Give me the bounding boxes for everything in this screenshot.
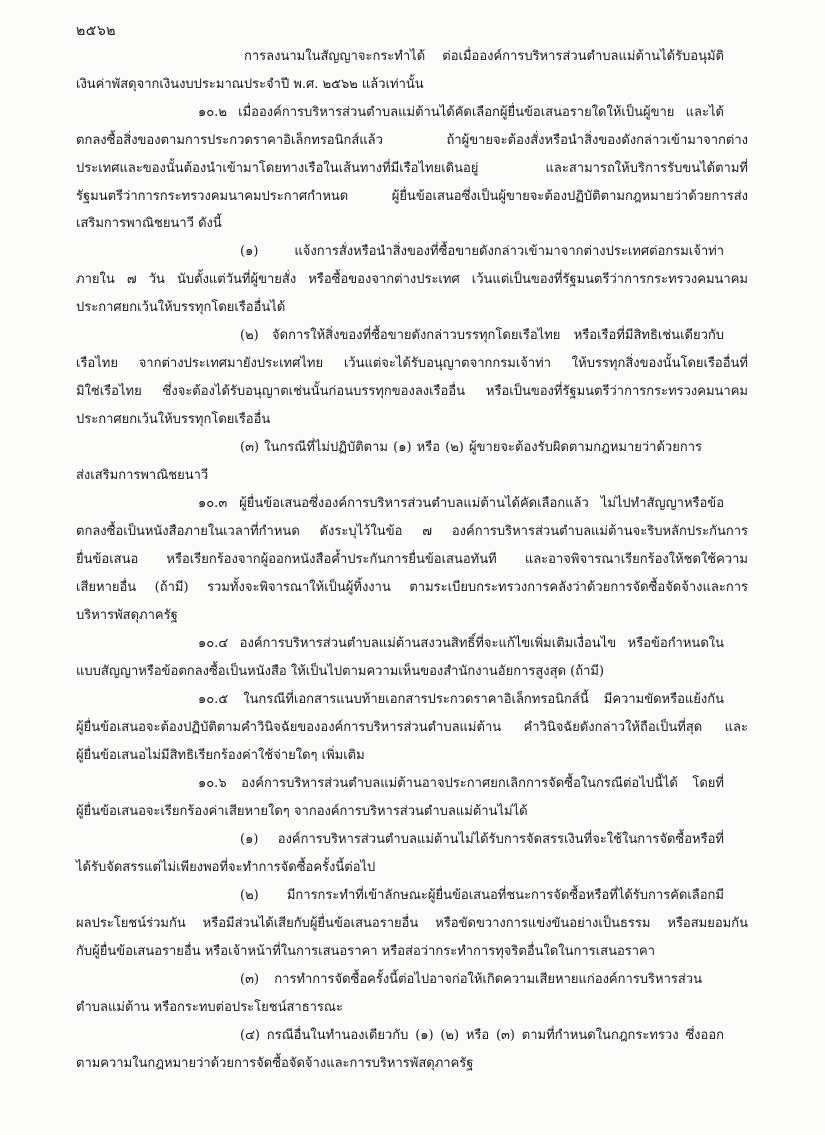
text-line: ผู้ยื่นข้อเสนอจะเรียกร้องค่าเสียหายใดๆ จากองค์การบริหารส่วนตำบลแม่ต้านไม่ได้: [76, 804, 528, 819]
sub-clause-3: (๓) ในกรณีที่ไม่ปฏิบัติตาม (๑) หรือ (๒) ผู้ขายจะต้องรับผิดตามกฎหมายว่าด้วยการ: [240, 440, 702, 455]
text-line: การลงนามในสัญญาจะกระทำได้ ต่อเมื่อองค์การบริหารส่วนตำบลแม่ต้านได้รับอนุมัติ: [244, 49, 724, 64]
cancel-case-4: (๔) กรณีอื่นในทำนองเดียวกับ (๑) (๒) หรือ (๓) ตามที่กำหนดในกฎกระทรวง ซึ่งออก: [240, 1028, 724, 1043]
text-line: เงินค่าพัสดุจากเงินงบประมาณประจำปี พ.ศ. ๒๕๖๒ แล้วเท่านั้น: [76, 77, 424, 92]
text-line: ยื่นข้อเสนอ หรือเรียกร้องจากผู้ออกหนังสือค้ำประกันการยื่นข้อเสนอทันที และอาจพิจารณาเรียกร้องให้ชดใช้ความ: [76, 552, 748, 567]
text-line: เสริมการพาณิชยนาวี ดังนี้: [76, 216, 222, 231]
clause-10-5-heading: ๑๐.๕ ในกรณีที่เอกสารแนบท้ายเอกสารประกวดราคาอิเล็กทรอนิกส์นี้ มีความขัดหรือแย้งกัน: [198, 692, 724, 707]
text-line: ได้รับจัดสรรแต่ไม่เพียงพอที่จะทำการจัดซื้อครั้งนี้ต่อไป: [76, 860, 376, 875]
clause-10-2-heading: ๑๐.๒ เมื่อองค์การบริหารส่วนตำบลแม่ต้านได้คัดเลือกผู้ยื่นข้อเสนอรายใดให้เป็นผู้ขาย และได้: [198, 105, 724, 120]
cancel-case-1: (๑) องค์การบริหารส่วนตำบลแม่ต้านไม่ได้รับการจัดสรรเงินที่จะใช้ในการจัดซื้อหรือที่: [240, 832, 724, 847]
text-line: ตามความในกฎหมายว่าด้วยการจัดซื้อจัดจ้างและการบริหารพัสดุภาครัฐ: [76, 1056, 474, 1071]
text-line: ตกลงซื้อสิ่งของตามการประกวดราคาอิเล็กทรอนิกส์แล้ว ถ้าผู้ขายจะต้องสั่งหรือนำสิ่งของดังกล่าวเข้ามาจากต่าง: [76, 133, 748, 148]
text-line: ประกาศยกเว้นให้บรรทุกโดยเรืออื่น: [76, 412, 271, 427]
text-line: มิใช่เรือไทย ซึ่งจะต้องได้รับอนุญาตเช่นนั้นก่อนบรรทุกของลงเรืออื่น หรือเป็นของที่รัฐมนตรีว่าการกระทรวงคมนาคม: [76, 384, 748, 399]
text-line: ภายใน ๗ วัน นับตั้งแต่วันที่ผู้ขายสั่ง หรือซื้อของจากต่างประเทศ เว้นแต่เป็นของที่รัฐมนตรีว่าการกระทรวงคมนาคม: [76, 272, 748, 287]
clause-10-4-heading: ๑๐.๔ องค์การบริหารส่วนตำบลแม่ต้านสงวนสิทธิ์ที่จะแก้ไขเพิ่มเติมเงื่อนไข หรือข้อกำหนดใน: [198, 636, 724, 651]
text-line: กับผู้ยื่นข้อเสนอรายอื่น หรือเจ้าหน้าที่ในการเสนอราคา หรือส่อว่ากระทำการทุจริตอื่นใดในการเสนอราคา: [76, 944, 656, 959]
text-line: ประเทศและของนั้นต้องนำเข้ามาโดยทางเรือในเส้นทางที่มีเรือไทยเดินอยู่ และสามารถให้บริการรับขนได้ตามที่: [76, 161, 748, 176]
clause-10-6-heading: ๑๐.๖ องค์การบริหารส่วนตำบลแม่ต้านอาจประกาศยกเลิกการจัดซื้อในกรณีต่อไปนี้ได้ โดยที่: [198, 776, 724, 791]
text-line: เรือไทย จากต่างประเทศมายังประเทศไทย เว้นแต่จะได้รับอนุญาตจากกรมเจ้าท่า ให้บรรทุกสิ่งของนั้นโดยเรืออื่นที่: [76, 356, 748, 371]
text-line: ประกาศยกเว้นให้บรรทุกโดยเรืออื่นได้: [76, 300, 286, 315]
text-line: ส่งเสริมการพาณิชยนาวี: [76, 468, 209, 483]
clause-10-3-heading: ๑๐.๓ ผู้ยื่นข้อเสนอซึ่งองค์การบริหารส่วนตำบลแม่ต้านได้คัดเลือกแล้ว ไม่ไปทำสัญญาหรือข้อ: [198, 496, 724, 511]
text-line: แบบสัญญาหรือข้อตกลงซื้อเป็นหนังสือ ให้เป็นไปตามความเห็นของสำนักงานอัยการสูงสุด (ถ้ามี): [76, 664, 605, 679]
cancel-case-3: (๓) การทำการจัดซื้อครั้งนี้ต่อไปอาจก่อให้เกิดความเสียหายแก่องค์การบริหารส่วน: [240, 972, 702, 987]
text-line: เสียหายอื่น (ถ้ามี) รวมทั้งจะพิจารณาให้เป็นผู้ทิ้งงาน ตามระเบียบกระทรวงการคลังว่าด้วยการจัดซื้อจัดจ้างและการ: [76, 580, 748, 595]
text-line: ผลประโยชน์ร่วมกัน หรือมีส่วนได้เสียกับผู้ยื่นข้อเสนอรายอื่น หรือขัดขวางการแข่งขันอย่างเป็นธรรม หรือสมยอมกัน: [76, 916, 748, 931]
cancel-case-2: (๒) มีการกระทำที่เข้าลักษณะผู้ยื่นข้อเสนอที่ชนะการจัดซื้อหรือที่ได้รับการคัดเลือกมี: [240, 888, 724, 903]
text-line: รัฐมนตรีว่าการกระทรวงคมนาคมประกาศกำหนด ผู้ยื่นข้อเสนอซึ่งเป็นผู้ขายจะต้องปฏิบัติตามกฎหมายว่าด้วยการส่ง: [76, 189, 748, 204]
sub-clause-2: (๒) จัดการให้สิ่งของที่ซื้อขายดังกล่าวบรรทุกโดยเรือไทย หรือเรือที่มีสิทธิเช่นเดียวกับ: [240, 328, 724, 343]
text-line: ผู้ยื่นข้อเสนอจะต้องปฏิบัติตามคำวินิจฉัยขององค์การบริหารส่วนตำบลแม่ต้าน คำวินิจฉัยดังกล่าวให้ถือเป็นที่สุด และ: [76, 720, 748, 735]
text-line: ผู้ยื่นข้อเสนอไม่มีสิทธิเรียกร้องค่าใช้จ่ายใดๆ เพิ่มเติม: [76, 748, 365, 763]
page-number: ๒๕๖๒: [76, 23, 116, 39]
text-line: ตำบลแม่ต้าน หรือกระทบต่อประโยชน์สาธารณะ: [76, 1000, 343, 1015]
text-line: บริหารพัสดุภาครัฐ: [76, 608, 178, 623]
text-line: ตกลงซื้อเป็นหนังสือภายในเวลาที่กำหนด ดังระบุไว้ในข้อ ๗ องค์การบริหารส่วนตำบลแม่ต้านจะริบหลักประกันการ: [76, 524, 748, 539]
sub-clause-1: (๑) แจ้งการสั่งหรือนำสิ่งของที่ซื้อขายดังกล่าวเข้ามาจากต่างประเทศต่อกรมเจ้าท่า: [240, 244, 724, 259]
